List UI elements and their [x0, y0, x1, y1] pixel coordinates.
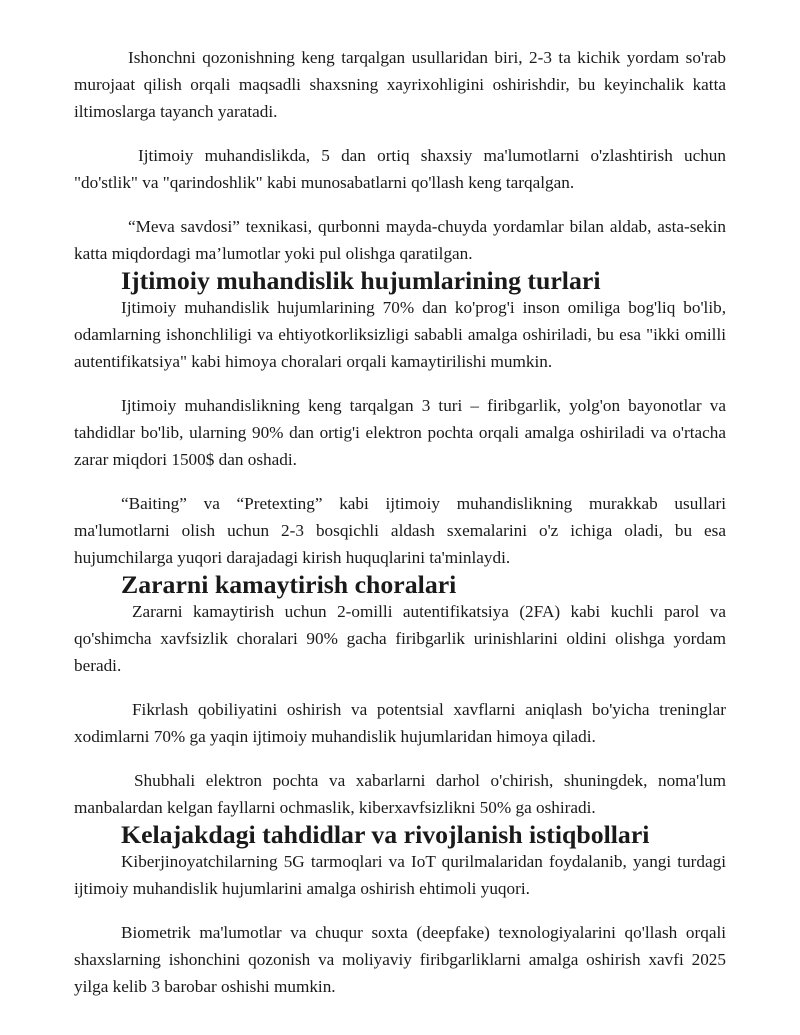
mitigation-paragraph-1: Zararni kamaytirish uchun 2-omilli autentifikatsiya (2FA) kabi kuchli parol va qo'shimcha xavfsizlik choralari 90% gacha firibgarlik urinishlarini oldini olishga yordam beradi.	[74, 602, 726, 675]
attack-types-paragraph-3: “Baiting” va “Pretexting” kabi ijtimoiy muhandislikning murakkab usullari ma'lumotlarni olish uchun 2-3 bosqichli aldash sxemalarini o'z ichiga oladi, bu esa hujumchilarga yuqori darajadagi kirish huquqlarini ta'minlaydi.	[74, 494, 726, 567]
attack-types-paragraph-2: Ijtimoiy muhandislikning keng tarqalgan 3 turi – firibgarlik, yolg'on bayonotlar va tahdidlar bo'lib, ularning 90% dan ortig'i elektron pochta orqali amalga oshiriladi va o'rtacha zarar miqdori 1500$ dan oshadi.	[74, 396, 726, 469]
future-threats-paragraph-2: Biometrik ma'lumotlar va chuqur soxta (deepfake) texnologiyalarini qo'llash orqali shaxslarning ishonchini qozonish va moliyaviy firibgarliklarni amalga oshirish xavfi 2025 yilga kelib 3 barobar oshishi mumkin.	[74, 923, 726, 996]
section-heading-future-threats: Kelajakdagi tahdidlar va rivojlanish istiqbollari	[121, 820, 650, 849]
document-page	[74, 44, 726, 1000]
intro-paragraph-1: Ishonchni qozonishning keng tarqalgan usullaridan biri, 2-3 ta kichik yordam so'rab murojaat qilish orqali maqsadli shaxsning xayrixohligini oshirishdir, bu keyinchalik katta iltimoslarga tayanch yaratadi.	[74, 48, 726, 121]
future-threats-paragraph-1: Kiberjinoyatchilarning 5G tarmoqlari va IoT qurilmalaridan foydalanib, yangi turdagi ijtimoiy muhandislik hujumlarini amalga oshirish ehtimoli yuqori.	[74, 852, 726, 898]
mitigation-paragraph-2: Fikrlash qobiliyatini oshirish va potentsial xavflarni aniqlash bo'yicha treninglar xodimlarni 70% ga yaqin ijtimoiy muhandislik hujumlaridan himoya qiladi.	[74, 700, 726, 746]
intro-paragraph-2: Ijtimoiy muhandislikda, 5 dan ortiq shaxsiy ma'lumotlarni o'zlashtirish uchun "do'stlik" va "qarindoshlik" kabi munosabatlarni qo'llash keng tarqalgan.	[74, 146, 726, 192]
intro-paragraph-3: “Meva savdosi” texnikasi, qurbonni mayda-chuyda yordamlar bilan aldab, asta-sekin katta miqdordagi ma’lumotlar yoki pul olishga qaratilgan.	[74, 217, 726, 263]
section-heading-attack-types: Ijtimoiy muhandislik hujumlarining turlari	[121, 266, 601, 295]
section-heading-mitigation: Zararni kamaytirish choralari	[121, 570, 457, 599]
attack-types-paragraph-1: Ijtimoiy muhandislik hujumlarining 70% dan ko'prog'i inson omiliga bog'liq bo'lib, odamlarning ishonchliligi va ehtiyotkorliksizligi sababli amalga oshiriladi, bu esa "ikki omilli autentifikatsiya" kabi himoya choralari orqali kamaytirilishi mumkin.	[74, 298, 726, 371]
mitigation-paragraph-3: Shubhali elektron pochta va xabarlarni darhol o'chirish, shuningdek, noma'lum manbalardan kelgan fayllarni ochmaslik, kiberxavfsizlikni 50% ga oshiradi.	[74, 771, 726, 817]
